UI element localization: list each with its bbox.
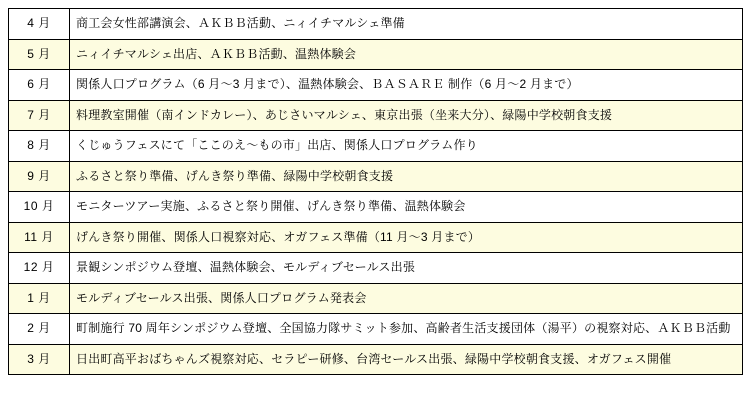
row-content: モルディブセールス出張、関係人口プログラム発表会 bbox=[70, 283, 743, 314]
row-content: ニィイチマルシェ出店、ＡＫＢＢ活動、温熱体験会 bbox=[70, 39, 743, 70]
table-row bbox=[9, 161, 743, 192]
table-row bbox=[9, 283, 743, 314]
row-month: 7 月 bbox=[9, 100, 70, 131]
row-month: 5 月 bbox=[9, 39, 70, 70]
row-content: 日出町高平おばちゃんズ視察対応、セラピー研修、台湾セールス出張、緑陽中学校朝食支援、オガフェス開催 bbox=[70, 344, 743, 375]
table-row bbox=[9, 344, 743, 375]
row-content: くじゅうフェスにて「ここのえ～もの市」出店、関係人口プログラム作り bbox=[70, 131, 743, 162]
row-month: 6 月 bbox=[9, 70, 70, 101]
row-content: げんき祭り開催、関係人口視察対応、オガフェス準備（11 月～3 月まで） bbox=[70, 222, 743, 253]
row-month: 9 月 bbox=[9, 161, 70, 192]
table-row bbox=[9, 70, 743, 101]
row-month: 10 月 bbox=[9, 192, 70, 223]
table-row bbox=[9, 314, 743, 345]
row-content: 商工会女性部講演会、ＡＫＢＢ活動、ニィイチマルシェ準備 bbox=[70, 9, 743, 40]
table-row bbox=[9, 9, 743, 40]
table-row bbox=[9, 131, 743, 162]
row-content: 景観シンポジウム登壇、温熱体験会、モルディブセールス出張 bbox=[70, 253, 743, 284]
row-month: 8 月 bbox=[9, 131, 70, 162]
row-content: 町制施行 70 周年シンポジウム登壇、全国協力隊サミット参加、高齢者生活支援団体（湯平）の視察対応、ＡＫＢＢ活動 bbox=[70, 314, 743, 345]
row-month: 12 月 bbox=[9, 253, 70, 284]
table-body bbox=[9, 9, 743, 375]
monthly-activity-table bbox=[8, 8, 743, 375]
table-row bbox=[9, 100, 743, 131]
row-month: 3 月 bbox=[9, 344, 70, 375]
row-content: モニターツアー実施、ふるさと祭り開催、げんき祭り準備、温熱体験会 bbox=[70, 192, 743, 223]
row-content: ふるさと祭り準備、げんき祭り準備、緑陽中学校朝食支援 bbox=[70, 161, 743, 192]
row-month: 1 月 bbox=[9, 283, 70, 314]
table-row bbox=[9, 253, 743, 284]
row-month: 11 月 bbox=[9, 222, 70, 253]
table-row bbox=[9, 192, 743, 223]
row-content: 関係人口プログラム（6 月～3 月まで）、温熱体験会、ＢＡＳＡＲＥ 制作（6 月～2 月まで） bbox=[70, 70, 743, 101]
row-month: 4 月 bbox=[9, 9, 70, 40]
table-row bbox=[9, 222, 743, 253]
row-month: 2 月 bbox=[9, 314, 70, 345]
row-content: 料理教室開催（南インドカレー）、あじさいマルシェ、東京出張（坐来大分）、緑陽中学校朝食支援 bbox=[70, 100, 743, 131]
table-row bbox=[9, 39, 743, 70]
